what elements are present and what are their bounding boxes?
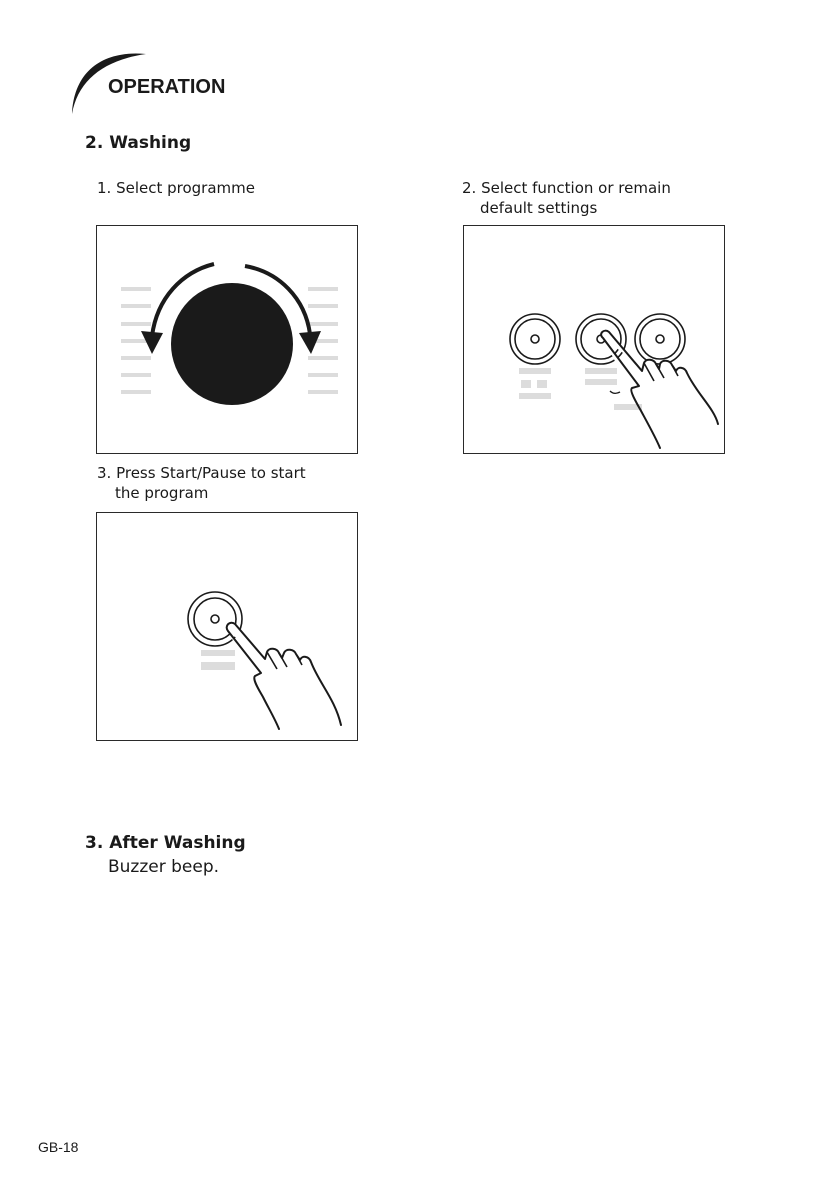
after-washing-heading: 3. After Washing [85, 833, 246, 853]
after-washing-text: Buzzer beep. [108, 857, 220, 877]
section-title: OPERATION [108, 76, 226, 98]
panel-select-programme [96, 225, 358, 454]
panel-select-function [463, 225, 725, 454]
start-pause-button-icon [97, 513, 359, 742]
step-2-text-line-1: 2. Select function or remain [462, 179, 671, 197]
step-3-text-line-2: the program [115, 484, 209, 502]
step-1-text: 1. Select programme [97, 179, 255, 197]
program-dial-icon [97, 226, 359, 455]
step-2-text-line-2: default settings [480, 199, 598, 217]
panel-start-pause [96, 512, 358, 741]
function-buttons-icon [464, 226, 726, 455]
step-3-text-line-1: 3. Press Start/Pause to start [97, 464, 306, 482]
washing-heading: 2. Washing [85, 133, 192, 153]
page-number: GB-18 [38, 1139, 79, 1155]
